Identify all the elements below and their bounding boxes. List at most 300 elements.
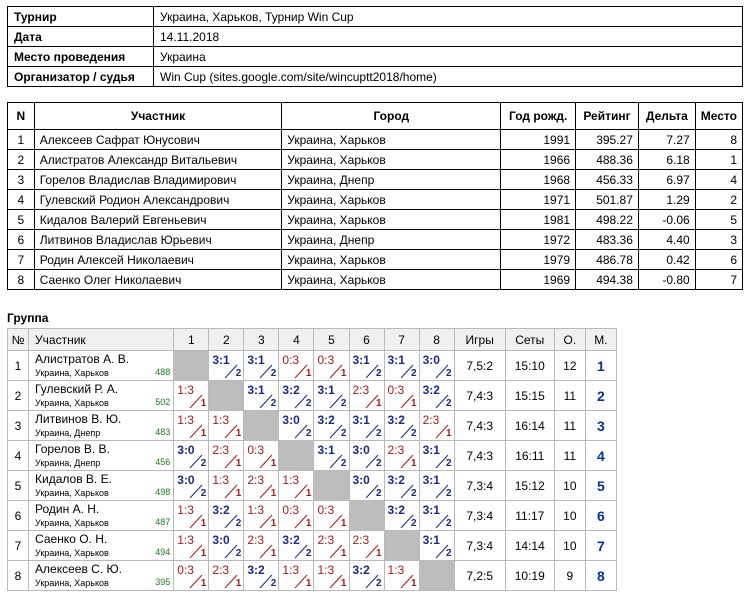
match-result [350, 531, 384, 560]
match-result-cell [419, 381, 454, 411]
participants-col-header: N [8, 103, 35, 130]
group-col-header-n: № [8, 329, 29, 351]
player-rating: 456 [155, 457, 171, 467]
group-player-cell [29, 441, 174, 471]
match-result-cell [279, 381, 314, 411]
match-result-cell [244, 471, 279, 501]
match-points: 1 [340, 518, 347, 529]
match-points: 1 [235, 488, 242, 499]
match-result-cell [349, 381, 384, 411]
match-points: 2 [446, 458, 452, 469]
group-games: 7,4:3 [454, 381, 505, 411]
match-points: 1 [200, 548, 207, 559]
match-points: 2 [375, 578, 382, 589]
match-result-cell [244, 381, 279, 411]
match-result-cell [314, 411, 349, 441]
match-result [350, 441, 384, 470]
match-points: 2 [410, 518, 417, 529]
table-row [8, 210, 743, 230]
match-score: 2:3 [247, 473, 265, 487]
participants-cell: Украина, Харьков [282, 270, 501, 290]
group-row [8, 411, 617, 441]
match-result [314, 501, 348, 530]
player-city: Украина, Харьков [35, 398, 109, 408]
group-games: 7,5:2 [454, 351, 505, 381]
match-score: 3:1 [422, 503, 440, 517]
match-result-cell [279, 531, 314, 561]
match-points: 1 [305, 488, 312, 499]
player-rating: 488 [155, 367, 171, 377]
match-score: 1:3 [317, 563, 335, 577]
match-result-cell [384, 501, 419, 531]
self-match-cell [314, 471, 349, 501]
self-match-cell [209, 381, 244, 411]
match-score: 0:3 [247, 443, 265, 457]
match-result-cell [279, 561, 314, 591]
group-player-cell [29, 411, 174, 441]
match-points: 1 [200, 578, 207, 589]
participants-cell: 3 [695, 230, 742, 250]
match-result-cell [384, 561, 419, 591]
group-sets: 15:10 [505, 351, 554, 381]
participants-cell: 498.22 [576, 210, 639, 230]
participants-cell: -0.06 [638, 210, 695, 230]
group-sets: 16:11 [505, 441, 554, 471]
player-city: Украина, Днепр [35, 458, 101, 468]
participants-col-header: Город [282, 103, 501, 130]
group-player-cell [29, 471, 174, 501]
match-score: 0:3 [282, 353, 300, 367]
match-result-cell [209, 501, 244, 531]
group-title: Группа [7, 311, 49, 325]
match-score: 1:3 [387, 563, 405, 577]
group-points: 11 [554, 411, 585, 441]
match-result [174, 411, 208, 440]
group-col-header-opponent: 2 [209, 329, 244, 351]
match-result-cell [314, 531, 349, 561]
participants-cell: 6 [695, 250, 742, 270]
match-result-cell [419, 351, 454, 381]
match-score: 0:3 [282, 503, 300, 517]
info-row [8, 67, 743, 87]
match-points: 1 [410, 398, 417, 409]
match-score: 3:1 [422, 533, 440, 547]
match-result-cell [244, 441, 279, 471]
match-result [420, 381, 454, 410]
group-row [8, 381, 617, 411]
match-result [209, 561, 243, 590]
match-result [279, 471, 313, 500]
group-points: 12 [554, 351, 585, 381]
match-result [174, 471, 208, 500]
participants-cell: 4.40 [638, 230, 695, 250]
group-sets: 15:12 [505, 471, 554, 501]
tournament-info-table [7, 6, 743, 87]
match-result-cell [209, 441, 244, 471]
match-points: 1 [340, 578, 347, 589]
match-result [209, 531, 243, 560]
participants-cell: 501.87 [576, 190, 639, 210]
participants-cell: 1966 [501, 150, 576, 170]
group-row-number: 6 [8, 501, 29, 531]
participants-cell: Алексеев Сафрат Юнусович [34, 130, 282, 150]
participants-cell: 4 [8, 190, 35, 210]
match-result [350, 561, 384, 590]
match-result [385, 441, 419, 470]
player-name: Литвинов В. Ю. [35, 412, 122, 426]
match-result [209, 411, 243, 440]
player-name: Кидалов В. Е. [35, 472, 112, 486]
participants-cell: 456.33 [576, 170, 639, 190]
group-points: 11 [554, 441, 585, 471]
group-player-cell [29, 531, 174, 561]
match-points: 1 [235, 578, 242, 589]
match-points: 2 [270, 398, 277, 409]
match-score: 3:1 [317, 443, 335, 457]
group-sets: 16:14 [505, 411, 554, 441]
match-points: 1 [446, 428, 452, 439]
group-row [8, 471, 617, 501]
match-result-cell [244, 561, 279, 591]
match-points: 2 [305, 398, 312, 409]
group-col-header-points: О. [554, 329, 585, 351]
match-points: 2 [446, 488, 452, 499]
participants-cell: 1969 [501, 270, 576, 290]
participants-col-header: Место [695, 103, 742, 130]
participants-cell: 1 [8, 130, 35, 150]
group-sets: 15:15 [505, 381, 554, 411]
match-result [314, 441, 348, 470]
match-result-cell [314, 441, 349, 471]
match-result-cell [314, 381, 349, 411]
group-col-header-sets: Сеты [505, 329, 554, 351]
group-player-cell [29, 501, 174, 531]
match-result-cell [419, 411, 454, 441]
match-result [279, 501, 313, 530]
group-col-header-opponent: 8 [419, 329, 454, 351]
participants-cell: 1979 [501, 250, 576, 270]
participants-cell: 0.42 [638, 250, 695, 270]
match-result [420, 471, 454, 500]
match-score: 2:3 [352, 533, 370, 547]
match-score: 0:3 [317, 503, 335, 517]
match-points: 2 [340, 428, 347, 439]
match-result [174, 441, 208, 470]
match-score: 3:1 [247, 353, 265, 367]
match-result-cell [349, 471, 384, 501]
match-result-cell [209, 411, 244, 441]
self-match-cell [244, 411, 279, 441]
match-score: 1:3 [177, 383, 194, 397]
match-points: 1 [305, 368, 312, 379]
participants-col-header: Год рожд. [501, 103, 576, 130]
match-score: 3:0 [177, 473, 195, 487]
match-points: 2 [200, 458, 207, 469]
match-score: 1:3 [247, 503, 265, 517]
match-points: 2 [375, 458, 382, 469]
match-result [420, 441, 454, 470]
group-sets: 10:19 [505, 561, 554, 591]
participants-table [7, 102, 743, 290]
group-games: 7,4:3 [454, 411, 505, 441]
match-points: 2 [340, 458, 347, 469]
match-points: 2 [446, 398, 452, 409]
group-points: 11 [554, 381, 585, 411]
match-result-cell [174, 561, 209, 591]
group-player-cell [29, 381, 174, 411]
match-points: 1 [375, 398, 382, 409]
match-result [350, 351, 384, 380]
match-result-cell [174, 501, 209, 531]
match-score: 3:1 [422, 443, 440, 457]
match-points: 2 [446, 548, 452, 559]
self-match-cell [384, 531, 419, 561]
match-score: 3:0 [282, 413, 300, 427]
match-points: 1 [305, 578, 312, 589]
group-points: 10 [554, 501, 585, 531]
match-score: 3:2 [422, 383, 440, 397]
match-points: 1 [200, 518, 207, 529]
match-result [279, 411, 313, 440]
match-result [314, 411, 348, 440]
match-score: 3:2 [317, 413, 335, 427]
player-rating: 502 [155, 397, 171, 407]
match-score: 3:1 [317, 383, 335, 397]
match-result [385, 411, 419, 440]
info-value: 14.11.2018 [154, 27, 743, 47]
participants-col-header: Рейтинг [576, 103, 639, 130]
match-points: 2 [235, 368, 242, 379]
match-result [420, 531, 454, 560]
table-row [8, 190, 743, 210]
match-result-cell [279, 351, 314, 381]
group-col-header-opponent: 4 [279, 329, 314, 351]
match-points: 2 [270, 578, 277, 589]
participants-cell: Украина, Харьков [282, 190, 501, 210]
participants-cell: 6.97 [638, 170, 695, 190]
participants-cell: 7 [8, 250, 35, 270]
match-score: 3:2 [247, 563, 265, 577]
table-row [8, 230, 743, 250]
match-score: 3:0 [352, 443, 370, 457]
match-score: 3:0 [422, 353, 440, 367]
match-result [385, 381, 419, 410]
match-score: 3:2 [352, 563, 370, 577]
participants-cell: 494.38 [576, 270, 639, 290]
match-score: 3:2 [282, 533, 300, 547]
group-games: 7,3:4 [454, 501, 505, 531]
participants-cell: Украина, Днепр [282, 170, 501, 190]
group-row-number: 3 [8, 411, 29, 441]
match-result [174, 501, 208, 530]
match-result-cell [279, 501, 314, 531]
match-points: 2 [305, 548, 312, 559]
player-rating: 494 [155, 547, 171, 557]
participants-cell: Литвинов Владислав Юрьевич [34, 230, 282, 250]
match-points: 2 [200, 488, 207, 499]
participants-cell: Горелов Владислав Владимирович [34, 170, 282, 190]
match-result [385, 351, 419, 380]
player-city: Украина, Харьков [35, 548, 109, 558]
match-result-cell [349, 561, 384, 591]
match-result [420, 501, 454, 530]
match-score: 3:1 [212, 353, 230, 367]
group-row-number: 5 [8, 471, 29, 501]
group-points: 10 [554, 531, 585, 561]
info-row [8, 47, 743, 67]
match-points: 2 [410, 428, 417, 439]
match-points: 1 [270, 518, 277, 529]
participants-cell: Украина, Харьков [282, 150, 501, 170]
participants-cell: Алистратов Александр Витальевич [34, 150, 282, 170]
info-value: Win Cup (sites.google.com/site/wincuptt2018/home) [154, 67, 743, 87]
match-result-cell [349, 441, 384, 471]
info-value: Украина, Харьков, Турнир Win Cup [154, 7, 743, 27]
group-row [8, 561, 617, 591]
match-points: 1 [200, 398, 207, 409]
group-place: 5 [585, 471, 616, 501]
self-match-cell [174, 351, 209, 381]
participants-cell: 5 [695, 210, 742, 230]
match-score: 3:2 [387, 413, 405, 427]
match-result [314, 561, 348, 590]
match-result-cell [349, 351, 384, 381]
group-col-header-place: М. [585, 329, 616, 351]
table-row [8, 130, 743, 150]
participants-cell: Кидалов Валерий Евгеньевич [34, 210, 282, 230]
participants-cell: 4 [695, 170, 742, 190]
participants-cell: 483.36 [576, 230, 639, 250]
match-result-cell [174, 441, 209, 471]
match-result [244, 531, 278, 560]
match-points: 2 [410, 368, 417, 379]
match-result [174, 561, 208, 590]
participants-cell: Гулевский Родион Александрович [34, 190, 282, 210]
participants-cell: 3 [8, 170, 35, 190]
match-score: 1:3 [212, 473, 229, 487]
match-result [314, 381, 348, 410]
info-value: Украина [154, 47, 743, 67]
player-city: Украина, Харьков [35, 578, 109, 588]
player-city: Украина, Харьков [35, 368, 109, 378]
match-score: 3:1 [387, 353, 405, 367]
group-player-cell [29, 561, 174, 591]
player-city: Украина, Харьков [35, 488, 109, 498]
group-games: 7,2:5 [454, 561, 505, 591]
group-place: 8 [585, 561, 616, 591]
match-points: 1 [235, 428, 242, 439]
group-place: 7 [585, 531, 616, 561]
match-score: 3:0 [352, 473, 370, 487]
group-row [8, 501, 617, 531]
match-result-cell [244, 531, 279, 561]
player-name: Гулевский Р. А. [35, 382, 119, 396]
match-result-cell [209, 351, 244, 381]
match-points: 1 [305, 518, 312, 529]
match-score: 3:0 [212, 533, 230, 547]
match-score: 3:2 [387, 473, 405, 487]
participants-cell: Украина, Днепр [282, 230, 501, 250]
match-points: 1 [270, 548, 277, 559]
participants-cell: Украина, Харьков [282, 210, 501, 230]
match-score: 0:3 [317, 353, 335, 367]
group-cross-table [7, 328, 617, 591]
match-result-cell [174, 531, 209, 561]
match-score: 1:3 [177, 413, 194, 427]
match-points: 1 [235, 458, 242, 469]
match-score: 0:3 [387, 383, 405, 397]
match-result-cell [419, 441, 454, 471]
participants-cell: 1971 [501, 190, 576, 210]
player-rating: 483 [155, 427, 171, 437]
match-result [279, 381, 313, 410]
match-result [174, 531, 208, 560]
participants-cell: 5 [8, 210, 35, 230]
group-col-header-opponent: 3 [244, 329, 279, 351]
match-result [279, 531, 313, 560]
participants-cell: 1991 [501, 130, 576, 150]
group-header-row [8, 329, 617, 351]
match-result-cell [349, 531, 384, 561]
group-row [8, 351, 617, 381]
match-result-cell [174, 471, 209, 501]
match-points: 1 [270, 488, 277, 499]
info-row [8, 7, 743, 27]
table-row [8, 270, 743, 290]
group-place: 6 [585, 501, 616, 531]
player-name: Горелов В. В. [35, 442, 110, 456]
participants-cell: 2 [8, 150, 35, 170]
player-name: Родин А. Н. [35, 502, 100, 516]
match-result [244, 351, 278, 380]
match-score: 1:3 [212, 413, 229, 427]
match-result-cell [384, 471, 419, 501]
match-result [385, 471, 419, 500]
match-result-cell [279, 411, 314, 441]
participants-cell: 486.78 [576, 250, 639, 270]
match-result [244, 501, 278, 530]
match-score: 3:2 [212, 503, 230, 517]
participants-cell: 488.36 [576, 150, 639, 170]
match-points: 2 [235, 548, 242, 559]
group-row [8, 441, 617, 471]
match-result [385, 501, 419, 530]
participants-cell: -0.80 [638, 270, 695, 290]
group-row-number: 7 [8, 531, 29, 561]
match-score: 2:3 [212, 443, 229, 457]
participants-cell: 8 [695, 130, 742, 150]
group-row-number: 4 [8, 441, 29, 471]
match-score: 2:3 [247, 533, 265, 547]
match-points: 1 [340, 548, 347, 559]
match-points: 1 [200, 428, 207, 439]
participants-cell: Родин Алексей Николаевич [34, 250, 282, 270]
match-result-cell [314, 561, 349, 591]
match-score: 1:3 [282, 473, 300, 487]
match-result [209, 501, 243, 530]
match-points: 2 [375, 428, 382, 439]
match-result [314, 351, 348, 380]
match-score: 1:3 [177, 503, 194, 517]
match-result-cell [279, 471, 314, 501]
player-city: Украина, Днепр [35, 428, 101, 438]
match-score: 3:2 [387, 503, 405, 517]
group-points: 10 [554, 471, 585, 501]
participants-cell: 1972 [501, 230, 576, 250]
info-key: Турнир [8, 7, 154, 27]
group-col-header-name: Участник [29, 329, 174, 351]
participants-cell: 1.29 [638, 190, 695, 210]
